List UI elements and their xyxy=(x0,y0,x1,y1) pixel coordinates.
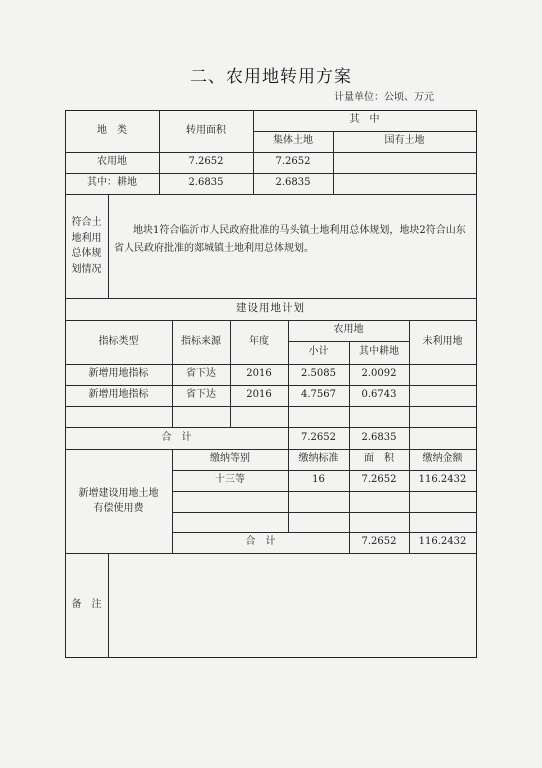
fee-row-grade: 十三等 xyxy=(215,474,245,486)
header-cultivated: 其中耕地 xyxy=(359,346,399,358)
fee-row-grade xyxy=(172,512,288,532)
plan-total-unused xyxy=(409,427,476,449)
header-indicator-source: 指标来源 xyxy=(181,335,221,347)
header-converted-area: 转用面积 xyxy=(186,124,226,136)
fee-row-standard xyxy=(288,512,349,532)
remarks-label: 备 注 xyxy=(71,599,102,611)
row-area: 2.6835 xyxy=(188,177,224,189)
header-fee-area: 面 积 xyxy=(364,453,394,465)
plan-row-year xyxy=(230,406,288,427)
row-label: 农用地 xyxy=(97,156,127,168)
rule xyxy=(65,194,476,195)
plan-total-subtotal: 7.2652 xyxy=(301,431,336,443)
row-collective: 7.2652 xyxy=(275,156,311,168)
fee-total-amount: 116.2432 xyxy=(418,536,467,548)
header-fee-standard: 缴纳标准 xyxy=(298,453,339,465)
plan-row-subtotal: 2.5085 xyxy=(301,368,336,380)
header-agricultural-land: 农用地 xyxy=(333,324,364,336)
plan-row-subtotal: 4.7567 xyxy=(301,389,336,401)
plan-row-year: 2016 xyxy=(246,368,272,380)
plan-total-label: 合 计 xyxy=(161,431,192,443)
header-collective-land: 集体土地 xyxy=(273,135,313,147)
plan-row-subtotal xyxy=(288,406,349,427)
fee-row-amount xyxy=(409,512,476,532)
row-state xyxy=(333,173,476,194)
fee-row-grade xyxy=(172,491,288,512)
header-unused-land: 未利用地 xyxy=(422,335,463,347)
fee-row-amount xyxy=(409,491,476,512)
plan-row-type: 新增用地指标 xyxy=(88,389,149,401)
fee-row-amount: 116.2432 xyxy=(418,474,467,486)
row-state xyxy=(333,152,476,173)
remarks-content xyxy=(108,553,476,658)
row-area: 7.2652 xyxy=(188,156,224,168)
compliance-text: 地块1符合临沂市人民政府批准的马头镇土地利用总体规划，地块2符合山东省人民政府批准的郯城镇土地利用总体规划。 xyxy=(114,225,466,254)
header-fee-grade: 缴纳等别 xyxy=(210,453,250,465)
rule xyxy=(108,194,109,298)
header-of-which: 其 中 xyxy=(349,114,380,126)
fee-total-label: 合 计 xyxy=(245,536,276,548)
fee-row-area xyxy=(349,512,409,532)
row-collective: 2.6835 xyxy=(275,177,311,189)
plan-total-cultivated: 2.6835 xyxy=(361,431,397,443)
plan-row-cultivated: 0.6743 xyxy=(361,389,397,401)
fee-row-area xyxy=(349,491,409,512)
plan-row-year: 2016 xyxy=(246,389,272,401)
fee-label: 新增建设用地土地 有偿使用费 xyxy=(78,487,159,514)
header-indicator-type: 指标类型 xyxy=(98,335,139,347)
compliance-label: 符合土 地利用 总体规 划情况 xyxy=(71,217,102,275)
plan-row-source: 省下达 xyxy=(186,389,216,401)
header-year: 年度 xyxy=(249,335,269,347)
header-land-type: 地 类 xyxy=(97,124,127,136)
row-label: 其中：耕地 xyxy=(87,177,137,189)
fee-row-area: 7.2652 xyxy=(361,474,397,486)
plan-row-unused xyxy=(409,364,476,385)
plan-row-cultivated: 2.0092 xyxy=(361,368,397,380)
plan-title: 建设用地计划 xyxy=(236,302,305,315)
fee-row-standard: 16 xyxy=(312,474,325,486)
header-subtotal: 小计 xyxy=(308,346,329,358)
page-title: 二、农用地转用方案 xyxy=(190,67,352,87)
plan-row-source xyxy=(172,406,230,427)
header-state-owned-land: 国有土地 xyxy=(384,135,425,147)
plan-row-source: 省下达 xyxy=(186,368,216,380)
unit-note: 计量单位：公顷、万元 xyxy=(334,92,434,103)
fee-total-area: 7.2652 xyxy=(361,536,397,548)
plan-row-unused xyxy=(409,406,476,427)
plan-row-type: 新增用地指标 xyxy=(88,368,149,380)
plan-row-unused xyxy=(409,385,476,406)
plan-row-cultivated xyxy=(349,406,409,427)
plan-row-type xyxy=(65,406,172,427)
fee-row-standard xyxy=(288,491,349,512)
header-fee-amount: 缴纳金额 xyxy=(422,453,463,465)
